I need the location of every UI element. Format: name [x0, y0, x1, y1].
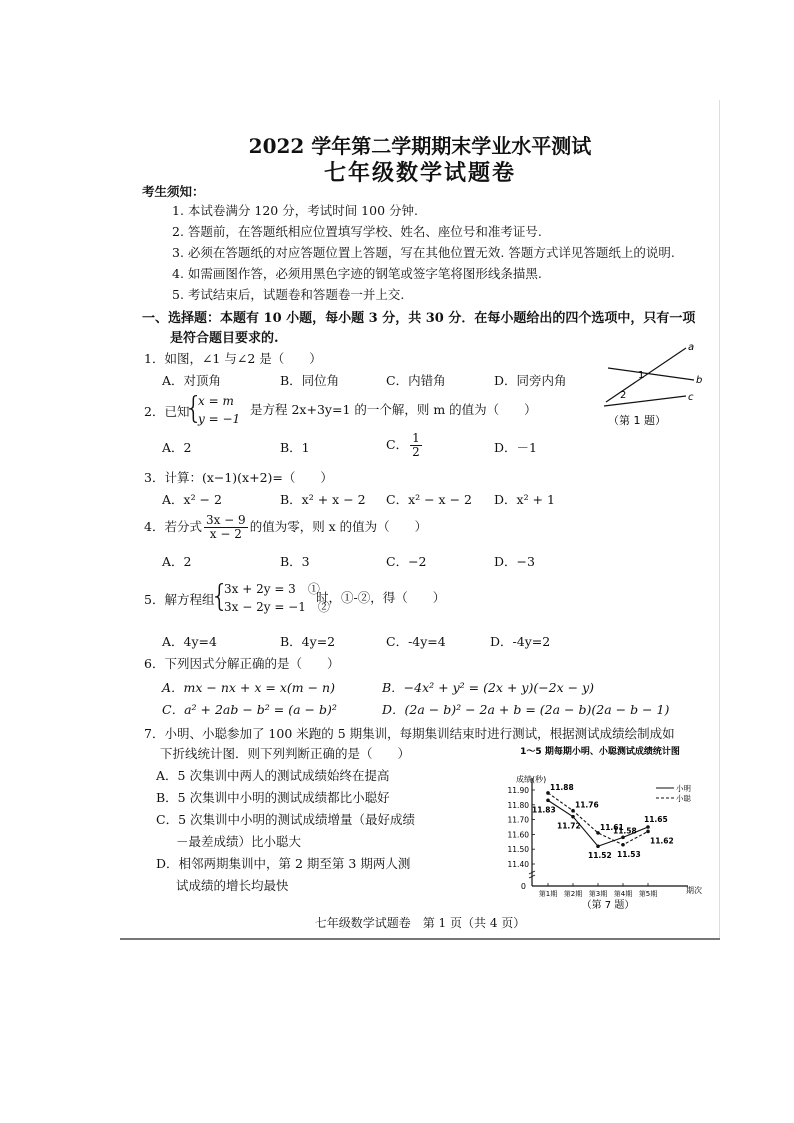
angle-2-label: 2	[620, 390, 627, 401]
q1-option-d: D．同旁内角	[494, 373, 567, 388]
y-tick-label: 11.60	[507, 830, 529, 840]
notice-item: 2. 答题前，在答题纸相应位置填写学校、姓名、座位号和准考证号.	[172, 224, 542, 239]
x-tick-label: 第1期	[538, 890, 558, 898]
label-b: b	[696, 375, 703, 386]
q7-option-d-cont: 试成绩的增长均最快	[176, 878, 289, 893]
y-axis-label: 成绩(秒)	[516, 775, 547, 784]
y-tick-label: 11.50	[507, 845, 529, 855]
q7-option-d: D．相邻两期集训中，第 2 期至第 3 期两人测	[156, 856, 411, 871]
x-tick-label: 第5期	[638, 890, 658, 898]
fraction-denominator: 2	[412, 445, 420, 459]
fraction-denominator: x − 2	[209, 527, 242, 541]
q1-stem: 1．如图，∠1 与∠2 是（ ）	[144, 351, 322, 366]
section-heading: 一、选择题：本题有 10 小题，每小题 3 分，共 30 分．在每小题给出的四个选项中，只有一项	[142, 311, 696, 326]
q2-option-a: A．2	[162, 440, 192, 455]
data-point	[646, 825, 650, 829]
q7-option-c: C．5 次集训中小明的测试成绩增量（最好成绩	[156, 812, 415, 827]
q3-option-b: B．x² + x − 2	[280, 492, 366, 507]
q5-option-a: A．4y=4	[162, 634, 217, 649]
exam-subtitle: 七年级数学试题卷	[323, 160, 516, 186]
q2-stem: 是方程 2x+3y=1 的一个解，则 m 的值为（ ）	[250, 402, 537, 417]
q7-stem: 7．小明、小聪参加了 100 米跑的 5 期集训，每期集训结束时进行测试，根据测试成绩绘制成如	[144, 726, 675, 741]
data-point	[621, 843, 625, 847]
q2-eq1: x = m	[198, 394, 234, 408]
q7-option-c-cont: －最差成绩）比小聪大	[176, 834, 302, 849]
q4-stem	[144, 514, 427, 541]
q7-line-chart	[490, 740, 710, 910]
q2-option-c	[386, 432, 424, 459]
q3-option-c: C．x² − x − 2	[386, 492, 472, 507]
data-label: 11.76	[575, 800, 599, 810]
x-tick-label: 第2期	[563, 890, 583, 898]
y-tick-label: 11.70	[507, 815, 529, 825]
data-point	[646, 830, 650, 834]
q7-option-b: B．5 次集训中小明的测试成绩都比小聪好	[156, 790, 390, 805]
q7-option-a: A．5 次集训中两人的测试成绩始终在提高	[156, 768, 390, 783]
data-point	[621, 836, 625, 840]
exam-page	[120, 100, 720, 940]
y-tick-label: 11.40	[507, 860, 529, 869]
q1-option-b: B．同位角	[280, 373, 340, 388]
q2-option-d: D．－1	[494, 440, 537, 455]
data-label: 11.72	[557, 821, 581, 831]
data-point	[571, 815, 575, 819]
data-label: 11.53	[617, 849, 641, 859]
data-label: 11.62	[650, 836, 674, 846]
line-c	[604, 396, 686, 406]
q6-option-d: D．(2a − b)² − 2a + b = (2a − b)(2a − b − 1)	[382, 702, 670, 717]
q1-option-c: C．内错角	[386, 373, 446, 388]
data-label: 11.65	[644, 815, 668, 824]
notice-item: 1. 本试卷满分 120 分，考试时间 100 分钟.	[172, 203, 418, 218]
q4-option-d: D．−3	[494, 554, 535, 569]
q7-stem-cont: 下折线统计图．则下列判断正确的是（ ）	[160, 746, 411, 761]
x-tick-label: 第3期	[588, 890, 608, 898]
q4-suffix: 的值为零，则 x 的值为（ ）	[249, 519, 428, 534]
data-label: 11.88	[550, 782, 574, 792]
data-label: 11.83	[532, 805, 556, 815]
q6-option-a: A．mx − nx + x = x(m − n)	[162, 680, 335, 695]
q3-option-a: A．x² − 2	[162, 492, 222, 507]
exam-title: 2022 学年第二学期期末学业水平测试	[248, 134, 592, 158]
q4-option-b: B．3	[280, 554, 310, 569]
q2-option-c-label: C．	[386, 437, 409, 452]
x-tick-label: 第4期	[613, 890, 633, 898]
section-heading-cont: 是符合题目要求的.	[170, 331, 279, 346]
notice-item: 4. 如需画图作答，必须用黑色字迹的钢笔或签字笔将图形线条描黑.	[172, 266, 542, 281]
q1-option-a: A．对顶角	[162, 373, 222, 388]
y-tick-label: 11.80	[507, 800, 529, 810]
notice-item: 3. 必须在答题纸的对应答题位置上答题，写在其他位置无效. 答题方式详见答题纸上的说明.	[172, 245, 675, 260]
fraction-numerator: 3x − 9	[205, 513, 246, 527]
q4-fraction	[204, 514, 248, 541]
page-edge	[719, 100, 720, 940]
q3-option-d: D．x² + 1	[494, 492, 555, 507]
q5-eq2: 3x − 2y = −1 ②	[224, 600, 330, 614]
data-point	[546, 799, 550, 803]
x-axis-label: 期次	[686, 886, 702, 895]
q1-caption: （第 1 题）	[608, 414, 666, 427]
q5-eq1: 3x + 2y = 3 ①	[224, 582, 320, 596]
q6-option-c: C．a² + 2ab − b² = (a − b)²	[162, 702, 337, 717]
data-label: 11.58	[613, 826, 637, 836]
chart-title: 1～5 期每期小明、小聪测试成绩统计图	[520, 747, 680, 757]
q5-brace: {	[210, 579, 230, 614]
q4-option-a: A．2	[162, 554, 192, 569]
line-b	[608, 368, 694, 380]
q7-caption: （第 7 题）	[581, 900, 635, 910]
q2-option-b: B．1	[280, 440, 310, 455]
q1-figure	[598, 338, 710, 430]
y-tick-label: 11.90	[507, 786, 529, 795]
q2-brace: {	[184, 391, 204, 426]
page-footer: 七年级数学试题卷 第 1 页（共 4 页）	[314, 916, 526, 930]
label-c: c	[688, 392, 694, 403]
line-a	[606, 348, 686, 402]
q5-stem: 时，①-②，得（ ）	[316, 590, 446, 605]
fraction-numerator: 1	[412, 431, 420, 445]
legend-label: 小明	[676, 784, 691, 793]
axis-origin-label: 0	[520, 882, 526, 891]
q4-option-c: C．−2	[386, 554, 427, 569]
q3-stem: 3．计算：(x−1)(x+2)=（ ）	[144, 470, 333, 485]
label-a: a	[688, 342, 695, 353]
q5-option-d: D．-4y=2	[490, 634, 551, 649]
q2-eq2: y = −1	[198, 412, 241, 426]
q6-stem: 6．下列因式分解正确的是（ ）	[144, 656, 340, 671]
data-point	[596, 844, 600, 848]
data-label: 11.61	[600, 822, 624, 832]
legend-label: 小聪	[676, 794, 691, 803]
q5-prefix: 5．解方程组	[144, 592, 215, 607]
notice-heading: 考生须知：	[142, 184, 205, 199]
notice-item: 5. 考试结束后，试题卷和答题卷一并上交.	[172, 287, 405, 302]
q2-prefix: 2．已知	[144, 404, 190, 419]
data-label: 11.52	[588, 851, 612, 861]
q2-option-c-fraction	[410, 432, 422, 459]
page-bottom-rule	[120, 938, 720, 940]
q5-option-c: C．-4y=4	[386, 634, 446, 649]
q4-prefix: 4．若分式	[144, 519, 202, 534]
q5-option-b: B．4y=2	[280, 634, 336, 649]
angle-1-label: 1	[638, 370, 645, 381]
q6-option-b: B．−4x² + y² = (2x + y)(−2x − y)	[382, 680, 595, 695]
